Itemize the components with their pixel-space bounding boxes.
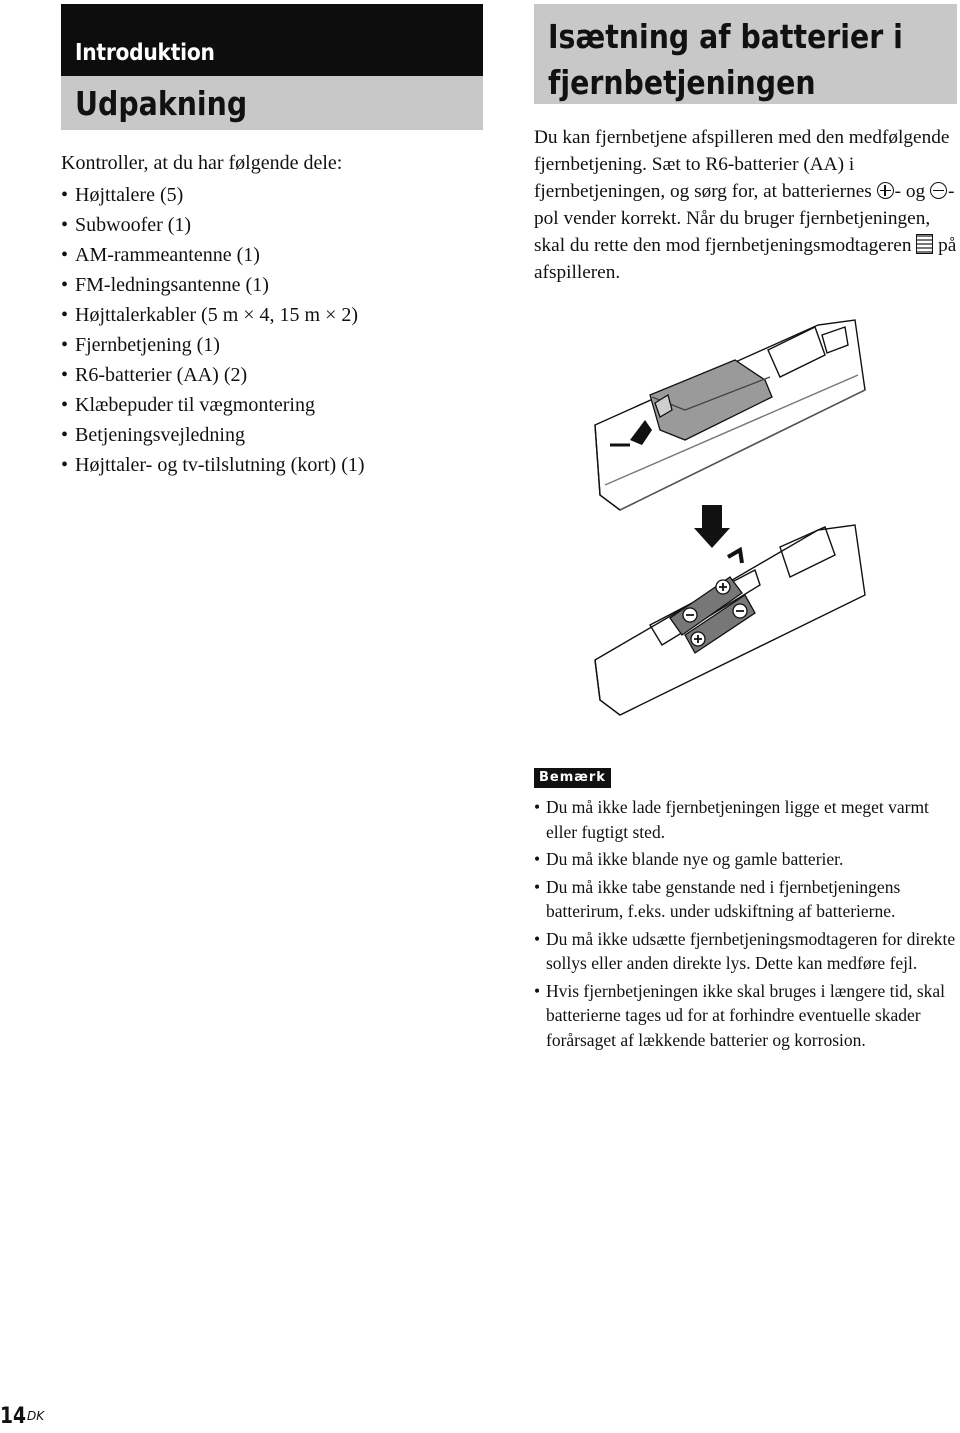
remote-sensor-icon xyxy=(916,234,933,254)
note-list xyxy=(534,795,959,1055)
note-label: Bemærk xyxy=(534,768,611,788)
page-title: Udpakning xyxy=(75,84,248,123)
subsection-title-line: fjernbetjeningen xyxy=(548,63,816,102)
list-item: • Du må ikke tabe genstande ned i fjernbetjeningens batterirum, f.eks. under udskiftning af batterierne. xyxy=(534,875,959,924)
page-number-suffix: DK xyxy=(27,1409,45,1423)
paragraph-text: Du kan fjernbetjene afspilleren med den medfølgende fjernbetjening. Sæt to R6-batterier (AA) i fjernbetjeningen, og sørg for, at batteriernes xyxy=(534,127,950,202)
page-number: 14 xyxy=(0,1404,27,1429)
list-item: • Du må ikke lade fjernbetjeningen ligge et meget varmt eller fugtigt sted. xyxy=(534,795,959,844)
intro-text: Kontroller, at du har følgende dele: xyxy=(61,152,343,174)
subsection-title xyxy=(548,14,926,106)
paragraph-text: -pol vender korrekt. Når du bruger fjernbetjeningen, skal du rette den mod fjernbetjeningsmodtageren xyxy=(534,181,955,256)
list-item: • Subwoofer (1) xyxy=(61,210,365,240)
list-item: • Hvis fjernbetjeningen ikke skal bruges i længere tid, skal batterierne tages ud for at forhindre eventuelle skader forårsaget af lækkende batterier og korrosion. xyxy=(534,979,959,1053)
list-item: • AM-rammeantenne (1) xyxy=(61,240,365,270)
list-item: • Højttaler- og tv-tilslutning (kort) (1) xyxy=(61,450,365,480)
subsection-title-line: Isætning af batterier i xyxy=(548,17,903,56)
list-item: • FM-ledningsantenne (1) xyxy=(61,270,365,300)
paragraph-text: på afspilleren. xyxy=(534,235,957,283)
minus-pole-icon xyxy=(930,182,947,199)
list-item: • Fjernbetjening (1) xyxy=(61,330,365,360)
list-item: • Højttalerkabler (5 m × 4, 15 m × 2) xyxy=(61,300,365,330)
list-item: • Betjeningsvejledning xyxy=(61,420,365,450)
plus-pole-icon xyxy=(877,182,894,199)
list-item: • R6-batterier (AA) (2) xyxy=(61,360,365,390)
paragraph-text: - og xyxy=(894,181,930,202)
list-item: • Du må ikke blande nye og gamle batterier. xyxy=(534,847,959,872)
arrow-down-icon xyxy=(694,505,730,548)
instructions-paragraph xyxy=(534,124,959,286)
remote-battery-illustration xyxy=(590,315,960,720)
list-item: • Du må ikke udsætte fjernbetjeningsmodtageren for direkte sollys eller anden direkte lys. Dette kan medføre fejl. xyxy=(534,927,959,976)
list-item: • Højttalere (5) xyxy=(61,180,365,210)
section-label: Introduktion xyxy=(75,40,215,66)
list-item: • Klæbepuder til vægmontering xyxy=(61,390,365,420)
parts-list xyxy=(61,180,365,480)
